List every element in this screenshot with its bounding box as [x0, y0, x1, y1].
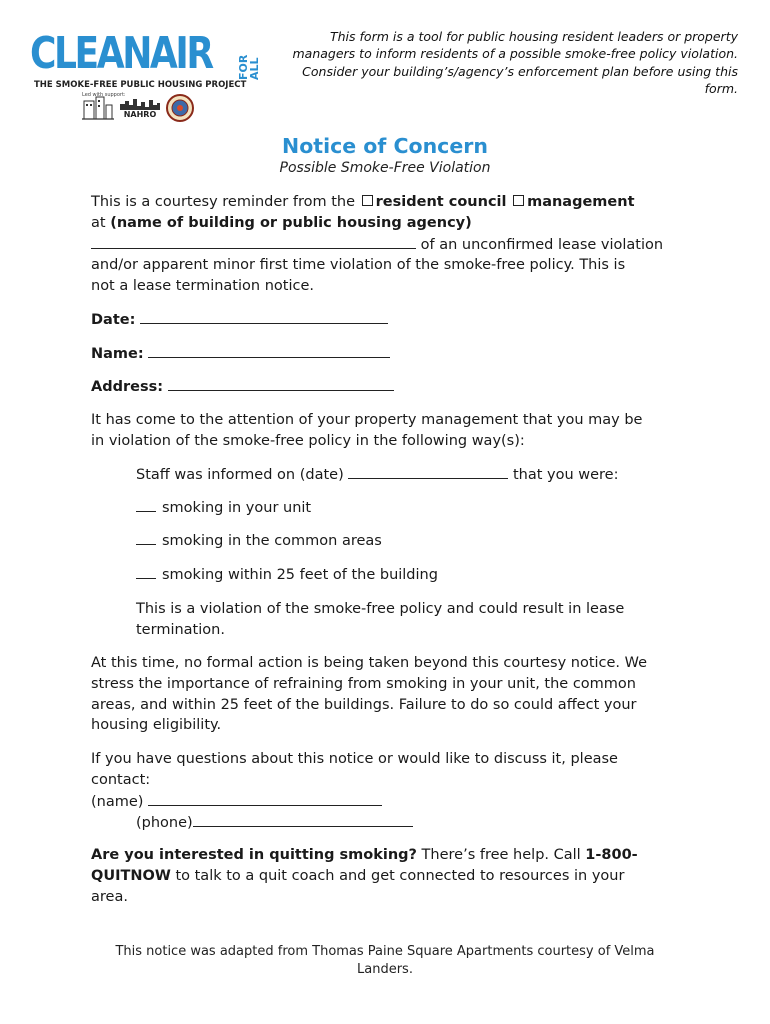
footer-line-1: This notice was adapted from Thomas Paine Square Apartments courtesy of Velma: [115, 944, 655, 959]
contact-name-row: [91, 791, 618, 813]
management-label: management: [527, 194, 635, 210]
skyline-icon: [120, 98, 160, 110]
option-25-feet-label: smoking within 25 feet of the building: [162, 567, 438, 583]
violation-line-1: This is a violation of the smoke-free policy and could result in lease: [136, 601, 625, 617]
at-text: at: [91, 214, 106, 231]
courtesy-line-5: not a lease termination notice.: [91, 278, 314, 295]
courtesy-paragraph: [91, 192, 691, 297]
at-this-time-line-3: areas, and within 25 feet of the buildings. Failure to do so could affect your: [91, 696, 637, 713]
seal-icon: [166, 94, 194, 122]
unconfirmed-text: of an unconfirmed lease violation: [420, 236, 664, 253]
address-label: Address:: [91, 379, 164, 395]
date-label: Date:: [91, 312, 136, 328]
quit-line-1: [91, 845, 691, 866]
partner-logos: [82, 94, 194, 122]
page-title: Notice of Concern: [282, 134, 488, 158]
logo-supported-by: Led with support:: [82, 92, 126, 98]
option-common-areas: [136, 531, 382, 552]
option-common-blank[interactable]: [136, 531, 156, 545]
clean-air-logo: [30, 28, 261, 119]
hud-building-icon: [82, 95, 114, 121]
quit-line-3: area.: [91, 888, 128, 905]
staff-after-text: that you were:: [512, 467, 619, 483]
contact-phone-row: [91, 812, 618, 834]
intro-text: This form is a tool for public housing resident leaders or property managers to inform residents of a possible smoke-free policy violation. Consider your building’s/agency’s enforcement plan before using this form.: [292, 29, 738, 96]
name-field[interactable]: [148, 343, 390, 358]
quit-phone-part-1: 1-800-: [585, 847, 638, 863]
courtesy-intro: This is a courtesy reminder from the: [91, 194, 356, 210]
courtesy-line-2: [91, 213, 691, 234]
option-25-feet-blank[interactable]: [136, 565, 156, 579]
at-this-time-line-2: stress the importance of refraining from smoking in your unit, the common: [91, 675, 636, 692]
quit-phone-part-2: QUITNOW: [91, 867, 171, 884]
resident-council-label: resident council: [375, 194, 507, 210]
page-subtitle: Possible Smoke-Free Violation: [279, 160, 491, 176]
questions-line-2: contact:: [91, 771, 151, 788]
courtesy-line-1: [91, 192, 691, 213]
building-name-field[interactable]: [91, 234, 416, 249]
violation-line-2: termination.: [136, 621, 225, 638]
at-this-time-paragraph: [91, 653, 647, 736]
staff-row: [136, 464, 619, 486]
address-field[interactable]: [168, 376, 394, 391]
courtesy-line-4: and/or apparent minor first time violation of the smoke-free policy. This is: [91, 257, 626, 274]
option-common-label: smoking in the common areas: [162, 533, 382, 549]
contact-phone-field[interactable]: [193, 812, 413, 827]
name-label: Name:: [91, 346, 144, 362]
attention-paragraph: [91, 410, 642, 452]
logo-subtitle: THE SMOKE-FREE PUBLIC HOUSING PROJECT: [34, 80, 247, 90]
contact-name-field[interactable]: [148, 791, 382, 806]
quit-line-2: [91, 866, 691, 887]
management-checkbox[interactable]: [513, 195, 524, 206]
contact-phone-label: (phone): [136, 815, 193, 832]
at-this-time-line-4: housing eligibility.: [91, 717, 222, 734]
resident-council-checkbox[interactable]: [362, 195, 373, 206]
name-row: [91, 343, 390, 365]
staff-date-field[interactable]: [348, 464, 508, 479]
option-unit-blank[interactable]: [136, 498, 156, 512]
logo-wordmark: CLEANAIR: [30, 28, 212, 79]
option-unit: [136, 498, 311, 519]
at-this-time-line-1: At this time, no formal action is being taken beyond this courtesy notice. We: [91, 655, 648, 671]
nahro-logo: [120, 98, 160, 119]
option-unit-label: smoking in your unit: [162, 500, 312, 516]
logo-for-all: FOR ALL: [237, 54, 261, 80]
building-label: (name of building or public housing agency): [110, 214, 472, 231]
questions-line-1: If you have questions about this notice or would like to discuss it, please: [91, 751, 618, 767]
quit-free-help: There’s free help. Call: [416, 847, 586, 863]
date-row: [91, 309, 388, 331]
questions-paragraph: [91, 749, 618, 834]
contact-name-label: (name): [91, 793, 144, 810]
quit-coach-text: to talk to a quit coach and get connected to resources in your: [170, 867, 625, 884]
footer-note: [90, 943, 680, 979]
address-row: [91, 376, 394, 398]
quit-question: Are you interested in quitting smoking?: [91, 847, 417, 863]
courtesy-line-3: [91, 234, 691, 256]
quit-paragraph: [91, 845, 691, 907]
option-25-feet: [136, 565, 438, 586]
footer-line-2: Landers.: [357, 962, 413, 977]
violation-paragraph: [136, 599, 624, 641]
date-field[interactable]: [140, 309, 388, 324]
attention-line-2: in violation of the smoke-free policy in the following way(s):: [91, 432, 525, 449]
nahro-label: NAHRO: [123, 109, 157, 119]
attention-line-1: It has come to the attention of your property management that you may be: [91, 412, 643, 428]
staff-text: Staff was informed on (date): [136, 467, 344, 483]
